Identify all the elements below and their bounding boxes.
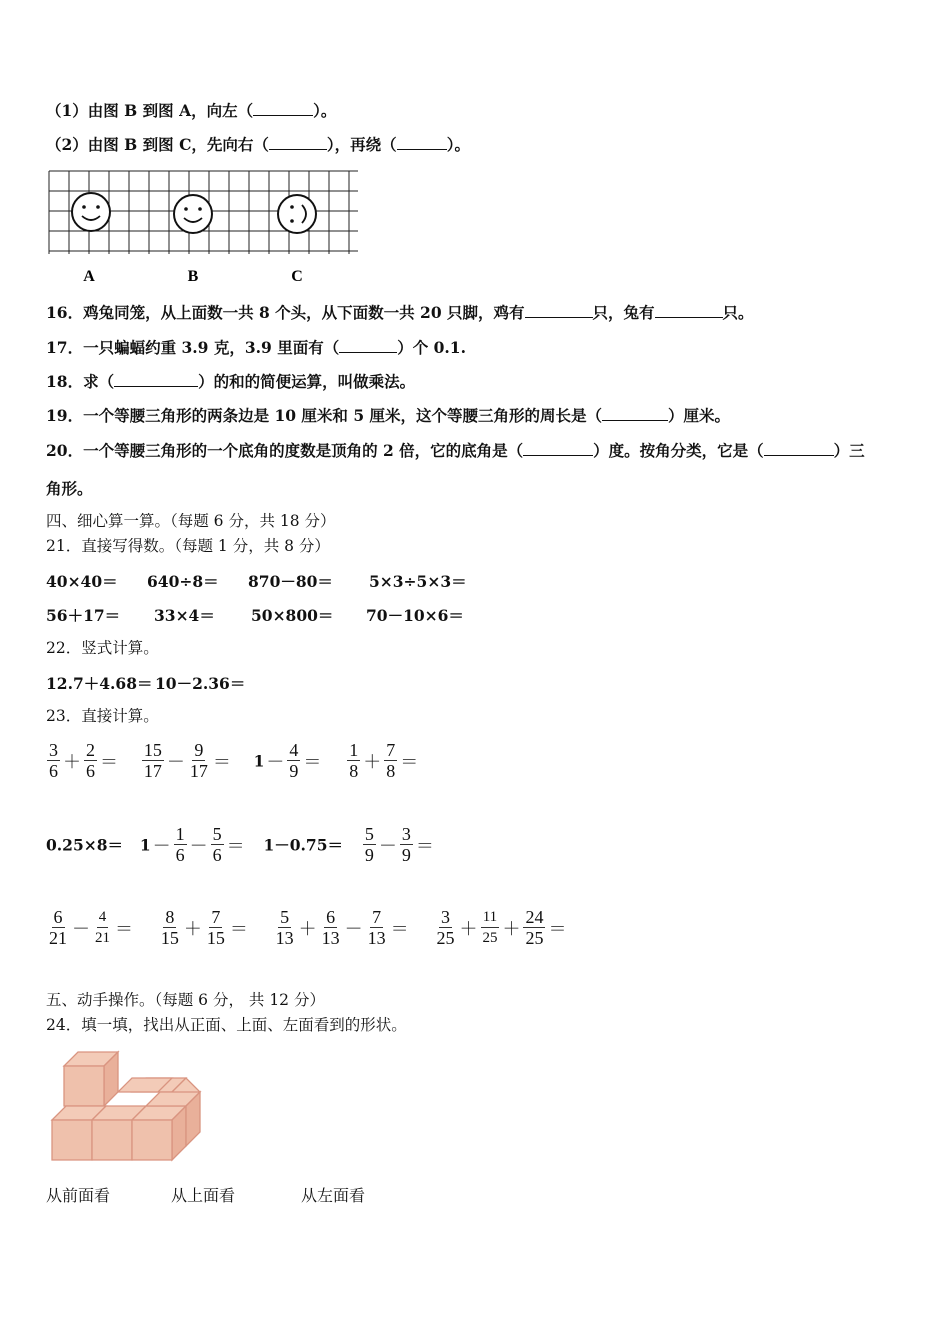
calc-item: 50×800＝	[251, 606, 334, 625]
q15-sub2: （2）由图 B 到图 C，先向右（ ），再绕（ ）。	[46, 135, 470, 154]
answer-blank[interactable]	[269, 135, 327, 150]
answer-blank[interactable]	[523, 441, 593, 456]
fraction-expr: $\frac{5}{13}$ ＋ $\frac{6}{13}$ － $\frac{7}{13}$ ＝	[275, 907, 409, 948]
answer-blank[interactable]	[397, 135, 447, 150]
q23-row3	[46, 907, 568, 948]
answer-blank[interactable]	[602, 406, 668, 421]
q18: 18．求（ ）的和的简便运算，叫做乘法。	[46, 372, 416, 391]
fraction-expr: $\frac{8}{15}$ ＋ $\frac{7}{15}$ ＝	[160, 907, 248, 948]
answer-blank[interactable]	[764, 441, 834, 456]
fraction-expr: 1 － $\frac{1}{6}$ － $\frac{5}{6}$ ＝	[139, 824, 245, 865]
calc-item: 0.25×8＝	[46, 835, 124, 855]
label-B: B	[187, 268, 199, 285]
q17: 17．一只蝙蝠约重 3.9 克，3.9 里面有（ ）个 0.1.	[46, 338, 466, 357]
answer-blank[interactable]	[114, 372, 198, 387]
smiley-face-A	[72, 193, 110, 231]
calc-item: 33×4＝	[154, 606, 215, 625]
calc-item: 56＋17＝	[46, 606, 121, 625]
q22-title: 22．竖式计算。	[46, 639, 159, 657]
view-top-label: 从上面看	[171, 1186, 236, 1205]
label-A: A	[83, 268, 95, 285]
label-C: C	[291, 268, 303, 285]
fraction-expr: $\frac{15}{17}$ － $\frac{9}{17}$ ＝	[143, 740, 231, 781]
section-4-title: 四、细心算一算。（每题 6 分，共 18 分）	[46, 512, 336, 530]
section-5-title: 五、动手操作。（每题 6 分， 共 12 分）	[46, 991, 325, 1009]
face-grid-figure	[48, 170, 363, 288]
q23-row2	[46, 824, 436, 865]
vertical-calc-item: 12.7＋4.68＝	[46, 674, 153, 693]
calc-item: 5×3÷5×3＝	[369, 572, 467, 591]
fraction-expr: $\frac{3}{25}$ ＋ $\frac{11}{25}$ ＋ $\frac{24}{25}$ ＝	[436, 907, 567, 948]
cube-stack-figure	[50, 1050, 210, 1162]
fraction-expr: $\frac{5}{9}$ － $\frac{3}{9}$ ＝	[364, 824, 434, 865]
view-left-label: 从左面看	[301, 1186, 366, 1205]
fraction-expr: 1 － $\frac{4}{9}$ ＝	[253, 740, 322, 781]
q23-row1	[46, 740, 420, 781]
vertical-calc-item: 10－2.36＝	[155, 674, 246, 693]
answer-blank[interactable]	[253, 101, 313, 116]
answer-blank[interactable]	[339, 338, 397, 353]
fraction-expr: $\frac{1}{8}$ ＋ $\frac{7}{8}$ ＝	[349, 740, 419, 781]
q23-title: 23．直接计算。	[46, 707, 159, 725]
fraction-expr: $\frac{3}{6}$ ＋ $\frac{2}{6}$ ＝	[49, 740, 118, 781]
q24-title: 24．填一填，找出从正面、上面、左面看到的形状。	[46, 1016, 407, 1034]
calc-item: 640÷8＝	[147, 572, 219, 591]
calc-item: 40×40＝	[46, 572, 118, 591]
q20-continued: 角形。	[46, 479, 93, 498]
q15-sub1: （1）由图 B 到图 A，向左（ ）。	[46, 101, 337, 120]
calc-item: 1－0.75＝	[263, 835, 343, 855]
q19: 19．一个等腰三角形的两条边是 10 厘米和 5 厘米，这个等腰三角形的周长是（ ）厘米。	[46, 406, 731, 425]
q20: 20．一个等腰三角形的一个底角的度数是顶角的 2 倍，它的底角是（ ）度。按角分类，它是（ ）三	[46, 441, 865, 460]
q21-title: 21．直接写得数。（每题 1 分，共 8 分）	[46, 537, 330, 555]
view-front-label: 从前面看	[46, 1186, 111, 1205]
answer-blank[interactable]	[525, 303, 593, 318]
calc-item: 70－10×6＝	[366, 606, 464, 625]
answer-blank[interactable]	[655, 303, 723, 318]
calc-item: 870－80＝	[248, 572, 333, 591]
fraction-expr: $\frac{6}{21}$ － $\frac{4}{21}$ ＝	[49, 907, 133, 948]
smiley-face-C	[278, 195, 316, 233]
q16: 16．鸡兔同笼，从上面数一共 8 个头，从下面数一共 20 只脚，鸡有 只，兔有 只。	[46, 303, 754, 322]
smiley-face-B	[174, 195, 212, 233]
